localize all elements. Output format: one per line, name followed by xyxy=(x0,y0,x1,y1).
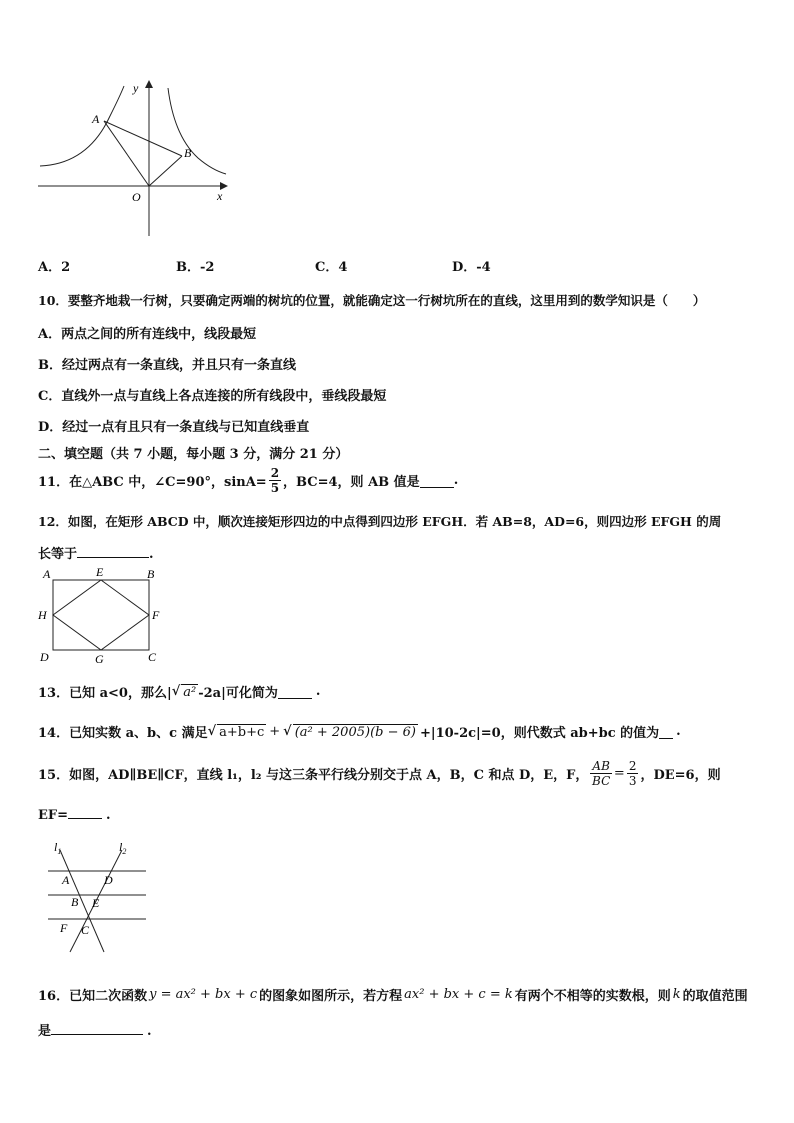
label-b: B xyxy=(147,567,155,581)
q9-option-a: A．2 xyxy=(38,260,71,275)
label-x: x xyxy=(217,189,223,203)
q14-plus: + xyxy=(269,724,281,739)
q16-end: . xyxy=(147,1024,152,1039)
q14 xyxy=(38,722,681,741)
q11-end: . xyxy=(453,472,459,488)
q9-option-b: B．-2 xyxy=(176,260,215,275)
q11 xyxy=(38,462,458,498)
q12-figure xyxy=(34,565,164,667)
q15-figure xyxy=(40,840,160,960)
q16-line1 xyxy=(38,985,748,1004)
q13-end: . xyxy=(315,684,321,699)
label-g: G xyxy=(95,652,104,666)
q11-fraction xyxy=(269,466,281,495)
q13-post: -2a|可化简为 xyxy=(198,686,278,701)
q16-post: 有两个不相等的实数根，则 xyxy=(514,989,671,1004)
l1-text: l xyxy=(54,840,58,854)
q11-post: ，BC=4，则 AB 值是 xyxy=(283,474,420,490)
q15-equals: = xyxy=(613,765,625,781)
section-heading: 二、填空题（共 7 小题，每小题 3 分，满分 21 分） xyxy=(38,447,349,462)
l1-subscript: 1 xyxy=(57,847,62,856)
q13-pre: 13．已知 a<0，那么| xyxy=(38,686,172,701)
q15-ratio-num: AB xyxy=(592,758,610,773)
q15-line1 xyxy=(38,755,721,791)
q16-mid: 的图象如图所示，若方程 xyxy=(259,989,403,1004)
q9-figure xyxy=(30,76,235,241)
radical-sign: √ xyxy=(171,684,181,699)
q15-value-den: 3 xyxy=(628,773,637,788)
label-a: A xyxy=(92,112,100,126)
label-c: C xyxy=(148,650,157,664)
label-y: y xyxy=(133,81,139,95)
radical-sign: √ xyxy=(207,724,217,739)
q16-answer-blank xyxy=(51,1020,143,1035)
q14-end: . xyxy=(676,724,681,739)
l2-text: l xyxy=(119,840,123,854)
label-a: A xyxy=(43,567,51,581)
segment-ob xyxy=(149,156,182,186)
label-b: B xyxy=(71,895,79,909)
q15-answer-blank xyxy=(68,804,102,819)
label-d: D xyxy=(104,873,113,887)
q10-stem: 10．要整齐地栽一行树，只要确定两端的树坑的位置，就能确定这一行树坑所在的直线，这里用到的数学知识是（ ） xyxy=(38,293,706,308)
q16-tail: 的取值范围 xyxy=(682,989,748,1004)
label-h: H xyxy=(38,608,47,622)
q15-ratio xyxy=(590,759,611,788)
y-axis-arrow xyxy=(145,80,153,88)
label-o: O xyxy=(132,190,141,204)
q16-line2 xyxy=(38,1020,152,1039)
label-b: B xyxy=(184,146,192,160)
q12-end: . xyxy=(149,547,154,562)
quadrilateral-efgh xyxy=(53,580,149,650)
q16-pre: 16．已知二次函数 xyxy=(38,989,148,1004)
q11-denominator: 5 xyxy=(270,480,280,495)
label-l2 xyxy=(119,840,126,856)
rectangle-abcd xyxy=(53,580,149,650)
q12-line2 xyxy=(38,543,154,562)
q11-answer-blank xyxy=(420,473,454,488)
label-f: F xyxy=(60,921,68,935)
q10-option-c: C．直线外一点与直线上各点连接的所有线段中，垂线段最短 xyxy=(38,389,387,404)
label-l1 xyxy=(54,840,61,856)
q9-option-c: C．4 xyxy=(315,260,348,275)
q14-answer-blank xyxy=(659,724,673,739)
q12-line2-text: 长等于 xyxy=(38,547,78,562)
label-e: E xyxy=(92,896,100,910)
label-c: C xyxy=(81,923,90,937)
left-curve xyxy=(40,86,124,166)
q16-equation: ax² + bx + c = k xyxy=(404,987,513,1002)
q15-ratio-den: BC xyxy=(592,773,611,788)
q14-radicand-1: a+b+c xyxy=(219,724,265,740)
q14-post: +|10-2c|=0，则代数式 ab+bc 的值为 xyxy=(419,726,660,741)
l2-subscript: 2 xyxy=(122,847,127,856)
label-e: E xyxy=(96,565,104,579)
q9-option-d: D．-4 xyxy=(452,260,491,275)
label-a: A xyxy=(62,873,70,887)
q11-pre: 11．在△ABC 中，∠C=90°，sinA= xyxy=(38,474,267,490)
q12-line1: 12．如图，在矩形 ABCD 中，顺次连接矩形四边的中点得到四边形 EFGH．若 AB=8，AD=6，则四边形 EFGH 的周 xyxy=(38,514,722,529)
q10-option-d: D．经过一点有且只有一条直线与已知直线垂直 xyxy=(38,420,310,435)
label-f: F xyxy=(152,608,160,622)
q15-end: . xyxy=(106,808,111,823)
q13-answer-blank xyxy=(278,684,312,699)
q14-radicand-2: (a² + 2005)(b − 6) xyxy=(294,724,416,740)
q16-line2-text: 是 xyxy=(38,1024,52,1039)
q15-pre: 15．如图，AD∥BE∥CF，直线 l₁，l₂ 与这三条平行线分别交于点 A，B，C 和点 D，E，F， xyxy=(38,767,589,783)
q10-option-b: B．经过两点有一条直线，并且只有一条直线 xyxy=(38,358,296,373)
q15-post: ，DE=6，则 xyxy=(640,767,721,783)
q16-function: y = ax² + bx + c xyxy=(149,987,258,1002)
radical-sign: √ xyxy=(283,724,292,739)
q11-numerator: 2 xyxy=(270,465,280,480)
q13 xyxy=(38,682,320,701)
q14-pre: 14．已知实数 a、b、c 满足 xyxy=(38,726,208,741)
q13-radicand: a² xyxy=(183,684,197,700)
q16-k: k xyxy=(672,987,681,1002)
q15-value xyxy=(627,759,639,788)
q15-line2-text: EF= xyxy=(38,808,69,823)
q12-answer-blank xyxy=(77,543,149,558)
q15-value-num: 2 xyxy=(628,758,637,773)
q15-line2 xyxy=(38,804,111,823)
label-d: D xyxy=(40,650,49,664)
q10-option-a: A．两点之间的所有连线中，线段最短 xyxy=(38,327,257,342)
